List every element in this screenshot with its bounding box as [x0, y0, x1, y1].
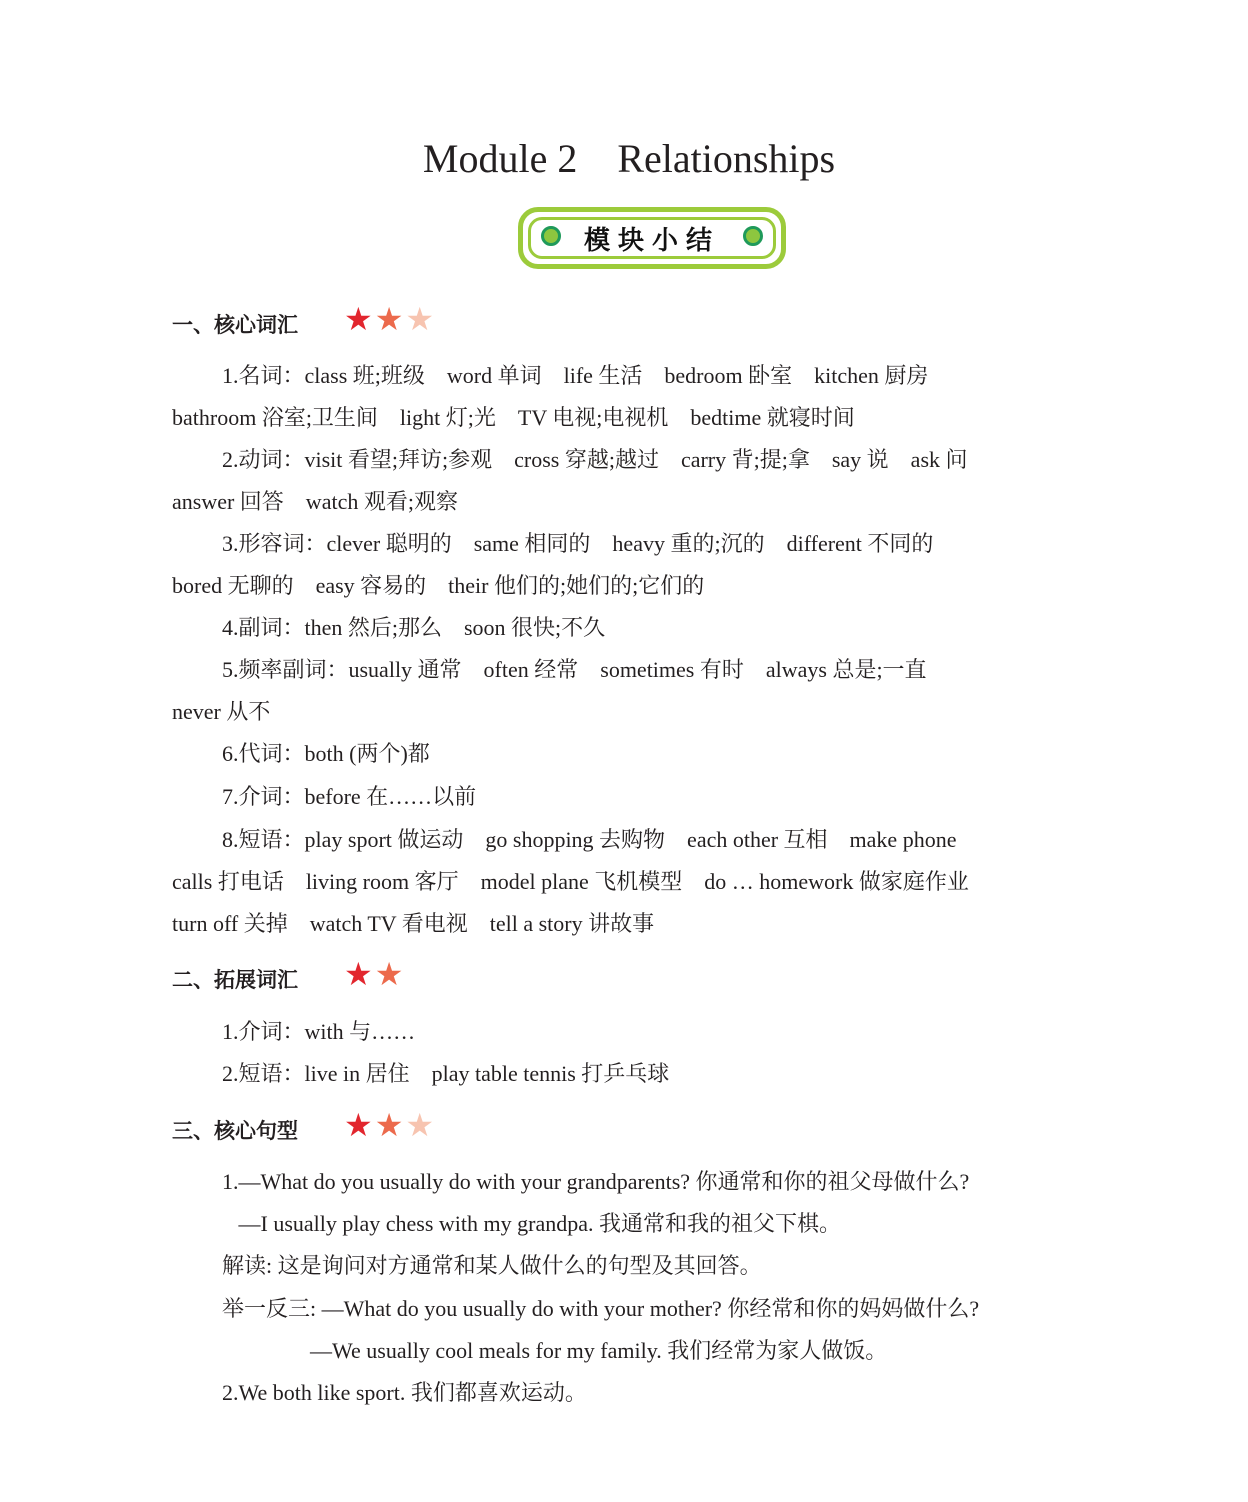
- difficulty-stars: [344, 958, 403, 990]
- star-icon: ★: [344, 1107, 373, 1143]
- text-line: 1.—What do you usually do with your grandparents? 你通常和你的祖父母做什么?: [222, 1169, 970, 1194]
- star-icon: ★: [344, 301, 373, 337]
- text-line: 3.形容词：clever 聪明的 same 相同的 heavy 重的;沉的 different 不同的: [222, 531, 934, 556]
- text-line: 2.We both like sport. 我们都喜欢运动。: [222, 1380, 587, 1405]
- text-line: bored 无聊的 easy 容易的 their 他们的;她们的;它们的: [172, 573, 705, 598]
- text-line: 7.介词：before 在……以前: [222, 784, 477, 809]
- section-heading: 一、核心词汇: [172, 313, 298, 337]
- text-line: 8.短语：play sport 做运动 go shopping 去购物 each other 互相 make phone: [222, 827, 957, 852]
- text-line: turn off 关掉 watch TV 看电视 tell a story 讲故事: [172, 911, 655, 936]
- section-heading: 三、核心句型: [172, 1119, 298, 1143]
- star-icon: ★: [374, 301, 404, 337]
- star-icon: ★: [344, 956, 373, 992]
- text-line: 2.短语：live in 居住 play table tennis 打乒乓球: [222, 1061, 670, 1086]
- section-heading: 二、拓展词汇: [172, 968, 298, 992]
- text-line: never 从不: [172, 699, 271, 724]
- badge-label: 模块小结: [583, 226, 720, 256]
- text-line: —I usually play chess with my grandpa. 我通常和我的祖父下棋。: [222, 1211, 841, 1236]
- text-line: 解读: 这是询问对方通常和某人做什么的句型及其回答。: [222, 1253, 762, 1278]
- star-icon: ★: [405, 1107, 435, 1143]
- text-line: 举一反三: —What do you usually do with your mother? 你经常和你的妈妈做什么?: [222, 1296, 980, 1321]
- star-icon: ★: [374, 1107, 404, 1143]
- text-line: bathroom 浴室;卫生间 light 灯;光 TV 电视;电视机 bedtime 就寝时间: [172, 405, 855, 430]
- text-line: 6.代词：both (两个)都: [222, 741, 430, 766]
- star-icon: ★: [405, 301, 435, 337]
- text-line: answer 回答 watch 观看;观察: [172, 489, 458, 514]
- difficulty-stars: [344, 303, 434, 335]
- text-line: 5.频率副词：usually 通常 often 经常 sometimes 有时 always 总是;一直: [222, 657, 927, 682]
- page-title: Module 2 Relationships: [422, 136, 836, 181]
- text-line: 2.动词：visit 看望;拜访;参观 cross 穿越;越过 carry 背;提;拿 say 说 ask 问: [222, 447, 968, 472]
- text-line: 1.介词：with 与……: [222, 1019, 416, 1044]
- text-line: 4.副词：then 然后;那么 soon 很快;不久: [222, 615, 606, 640]
- star-icon: ★: [374, 956, 404, 992]
- module-summary-badge: [518, 207, 786, 269]
- text-line: —We usually cool meals for my family. 我们经常为家人做饭。: [222, 1338, 888, 1363]
- text-line: calls 打电话 living room 客厅 model plane 飞机模型 do … homework 做家庭作业: [172, 869, 969, 894]
- text-line: 1.名词：class 班;班级 word 单词 life 生活 bedroom 卧室 kitchen 厨房: [222, 363, 929, 388]
- difficulty-stars: [344, 1109, 434, 1141]
